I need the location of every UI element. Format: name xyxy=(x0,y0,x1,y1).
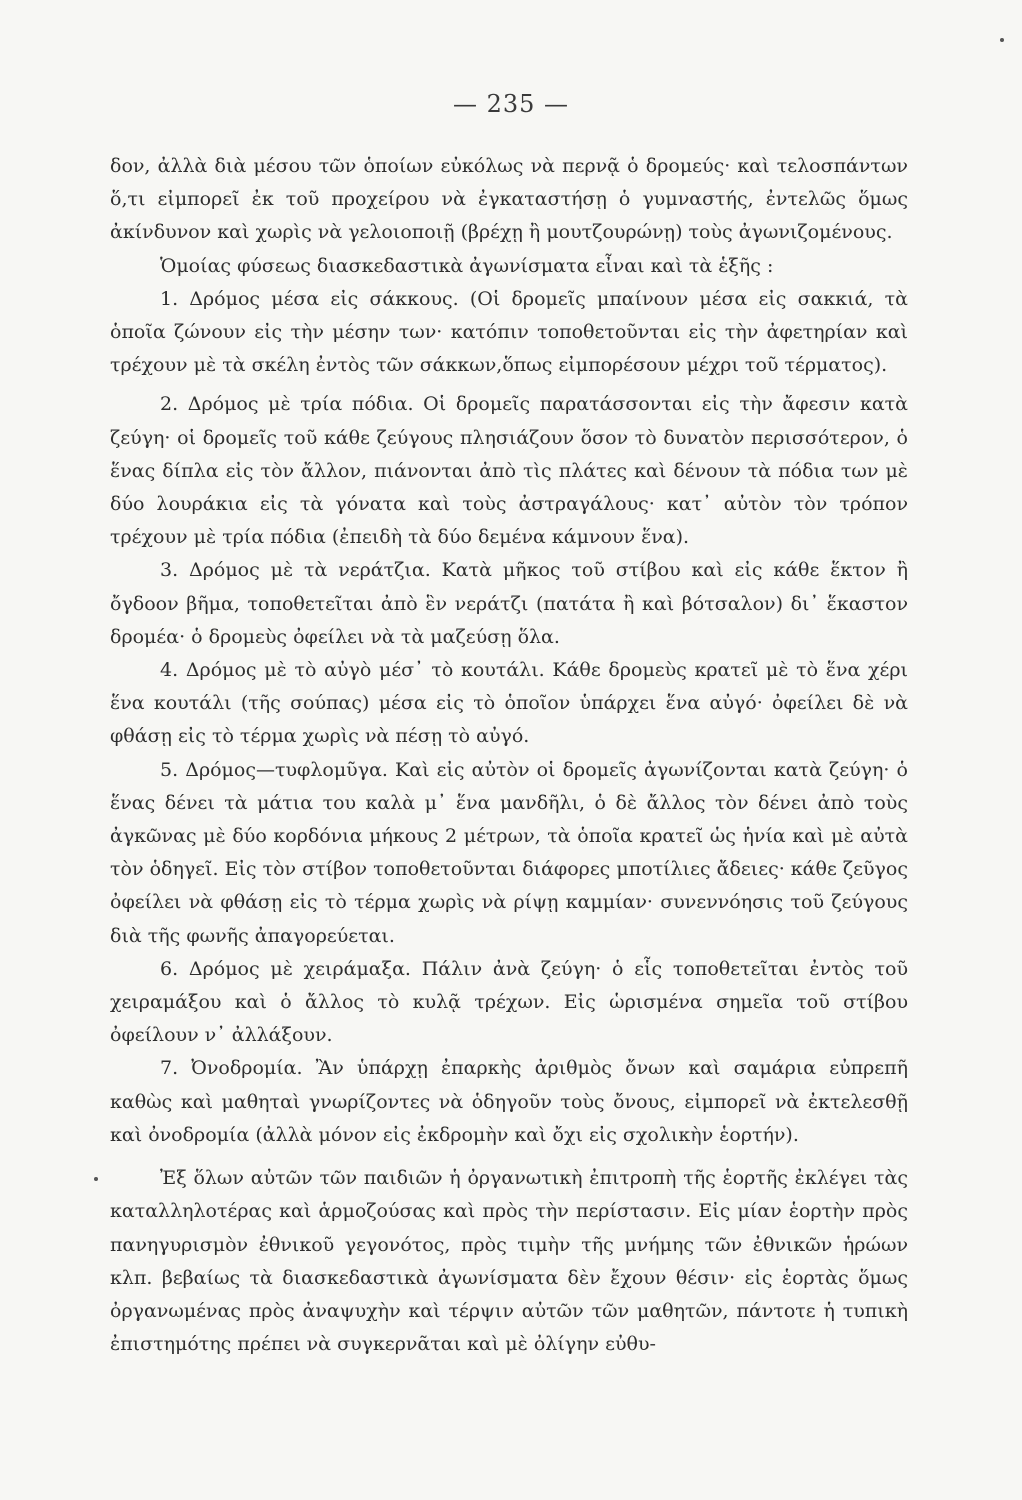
paragraph-item-4-egg-spoon-race: 4. Δρόμος μὲ τὸ αὐγὸ μέσ᾽ τὸ κουτάλι. Κάθε δρομεὺς κρατεῖ μὲ τὸ ἕνα χέρι ἕνα κουτάλι (τῆς σούπας) μέσα εἰς τὸ ὁποῖον ὑπάρχει ἕνα αὐγό· ὀφείλει δὲ νὰ φθάσῃ εἰς τὸ τέρμα χωρὶς νὰ πέσῃ τὸ αὐγό. xyxy=(110,659,908,748)
paragraph-similar-games: Ὁμοίας φύσεως διασκεδαστικὰ ἀγωνίσματα εἶναι καὶ τὰ ἑξῆς : xyxy=(160,254,774,277)
paragraph-item-3-orange-race: 3. Δρόμος μὲ τὰ νεράτζια. Κατὰ μῆκος τοῦ στίβου καὶ εἰς κάθε ἕκτον ἢ ὄγδοον βῆμα, τοποθετεῖται ἀπὸ ἓν νεράτζι (πατάτα ἢ καὶ βότσαλον) δι᾽ ἕκαστον δρομέα· ὁ δρομεὺς ὀφείλει νὰ τὰ μαζεύσῃ ὅλα. xyxy=(110,559,908,648)
body-text xyxy=(110,150,908,1361)
paragraph-intro-continuation: δον, ἀλλὰ διὰ μέσου τῶν ὁποίων εὐκόλως νὰ περνᾷ ὁ δρομεύς· καὶ τελοσπάντων ὅ,τι εἰμπορεῖ ἐκ τοῦ προχείρου νὰ ἐγκαταστήσῃ ὁ γυμναστής, ἐντελῶς ὅμως ἀκίνδυνον καὶ χωρὶς νὰ γελοιοποιῇ (βρέχῃ ἢ μουτζουρώνῃ) τοὺς ἀγωνιζομένους. xyxy=(110,155,908,244)
paragraph-item-1-sack-race: 1. Δρόμος μέσα εἰς σάκκους. (Οἱ δρομεῖς μπαίνουν μέσα εἰς σακκιά, τὰ ὁποῖα ζώνουν εἰς τὴν μέσην των· κατόπιν τοποθετοῦνται εἰς τὴν ἀφετηρίαν καὶ τρέχουν μὲ τὰ σκέλη ἐντὸς τῶν σάκκων,ὅπως εἰμπορέσουν μέχρι τοῦ τέρματος). xyxy=(110,287,908,377)
paragraph-item-7-donkey-race: 7. Ὀνοδρομία. Ἂν ὑπάρχῃ ἐπαρκὴς ἀριθμὸς ὄνων καὶ σαμάρια εὐπρεπῆ καθὼς καὶ μαθηταὶ γνωρίζοντες νὰ ὁδηγοῦν τοὺς ὄνους, εἰμπορεῖ νὰ ἐκτελεσθῇ καὶ ὀνοδρομία (ἀλλὰ μόνον εἰς ἐκδρομὴν καὶ ὄχι εἰς σχολικὴν ἑορτήν). xyxy=(110,1057,908,1146)
paragraph-item-2-three-legged-race: 2. Δρόμος μὲ τρία πόδια. Οἱ δρομεῖς παρατάσσονται εἰς τὴν ἄφεσιν κατὰ ζεύγη· οἱ δρομεῖς τοῦ κάθε ζεύγους πλησιάζουν ὅσον τὸ δυνατὸν περισσότερον, ὁ ἕνας δίπλα εἰς τὸν ἄλλον, πιάνονται ἀπὸ τὶς πλάτες καὶ δένουν τὰ πόδια των μὲ δύο λουράκια εἰς τὰ γόνατα καὶ τοὺς ἀστραγάλους· κατ᾽ αὐτὸν τὸν τρόπον τρέχουν μὲ τρία πόδια (ἐπειδὴ τὰ δύο δεμένα κάμνουν ἕνα). xyxy=(110,393,908,549)
page-number: — 235 — xyxy=(452,90,570,118)
paragraph-item-6-wheelbarrow-race: 6. Δρόμος μὲ χειράμαξα. Πάλιν ἀνὰ ζεύγη· ὁ εἷς τοποθετεῖται ἐντὸς τοῦ χειραμάξου καὶ ὁ ἄλλος τὸ κυλᾷ τρέχων. Εἰς ὡρισμένα σημεῖα τοῦ στίβου ὀφείλουν ν᾽ ἀλλάξουν. xyxy=(110,957,908,1047)
paragraph-item-5-blind-race: 5. Δρόμος—τυφλομῦγα. Καὶ εἰς αὐτὸν οἱ δρομεῖς ἀγωνίζονται κατὰ ζεύγη· ὁ ἕνας δένει τὰ μάτια του καλὰ μ᾽ ἕνα μανδῆλι, ὁ δὲ ἄλλος τὸν δένει ἀπὸ τοὺς ἀγκῶνας μὲ δύο κορδόνια μήκους 2 μέτρων, τὰ ὁποῖα κρατεῖ ὡς ἡνία καὶ μὲ αὐτὰ τὸν ὁδηγεῖ. Εἰς τὸν στίβον τοποθετοῦνται διάφορες μποτίλιες ἄδειες· κάθε ζεῦγος ὀφείλει νὰ φθάσῃ εἰς τὸ τέρμα χωρὶς νὰ ρίψῃ καμμίαν· συνεννόησις τοῦ ζεύγους διὰ τῆς φωνῆς ἀπαγορεύεται. xyxy=(110,758,908,947)
paragraph-conclusion: Ἐξ ὅλων αὐτῶν τῶν παιδιῶν ἡ ὀργανωτικὴ ἐπιτροπὴ τῆς ἑορτῆς ἐκλέγει τὰς καταλληλοτέρας καὶ ἁρμοζούσας καὶ πρὸς τὴν περίστασιν. Εἰς μίαν ἑορτὴν πρὸς πανηγυρισμὸν ἐθνικοῦ γεγονότος, πρὸς τιμὴν τῆς μνήμης τῶν ἐθνικῶν ἡρώων κλπ. βεβαίως τὰ διασκεδαστικὰ ἀγωνίσματα δὲν ἔχουν θέσιν· εἰς ἑορτὰς ὅμως ὀργανωμένας πρὸς ἀναψυχὴν καὶ τέρψιν αὐτῶν τῶν μαθητῶν, πάντοτε ἡ τυπικὴ ἐπιστημότης πρέπει νὰ συγκερνᾶται καὶ μὲ ὀλίγην εὐθυ- xyxy=(110,1167,908,1356)
margin-mark-dot xyxy=(94,1177,98,1181)
margin-mark-dot xyxy=(1000,38,1004,42)
